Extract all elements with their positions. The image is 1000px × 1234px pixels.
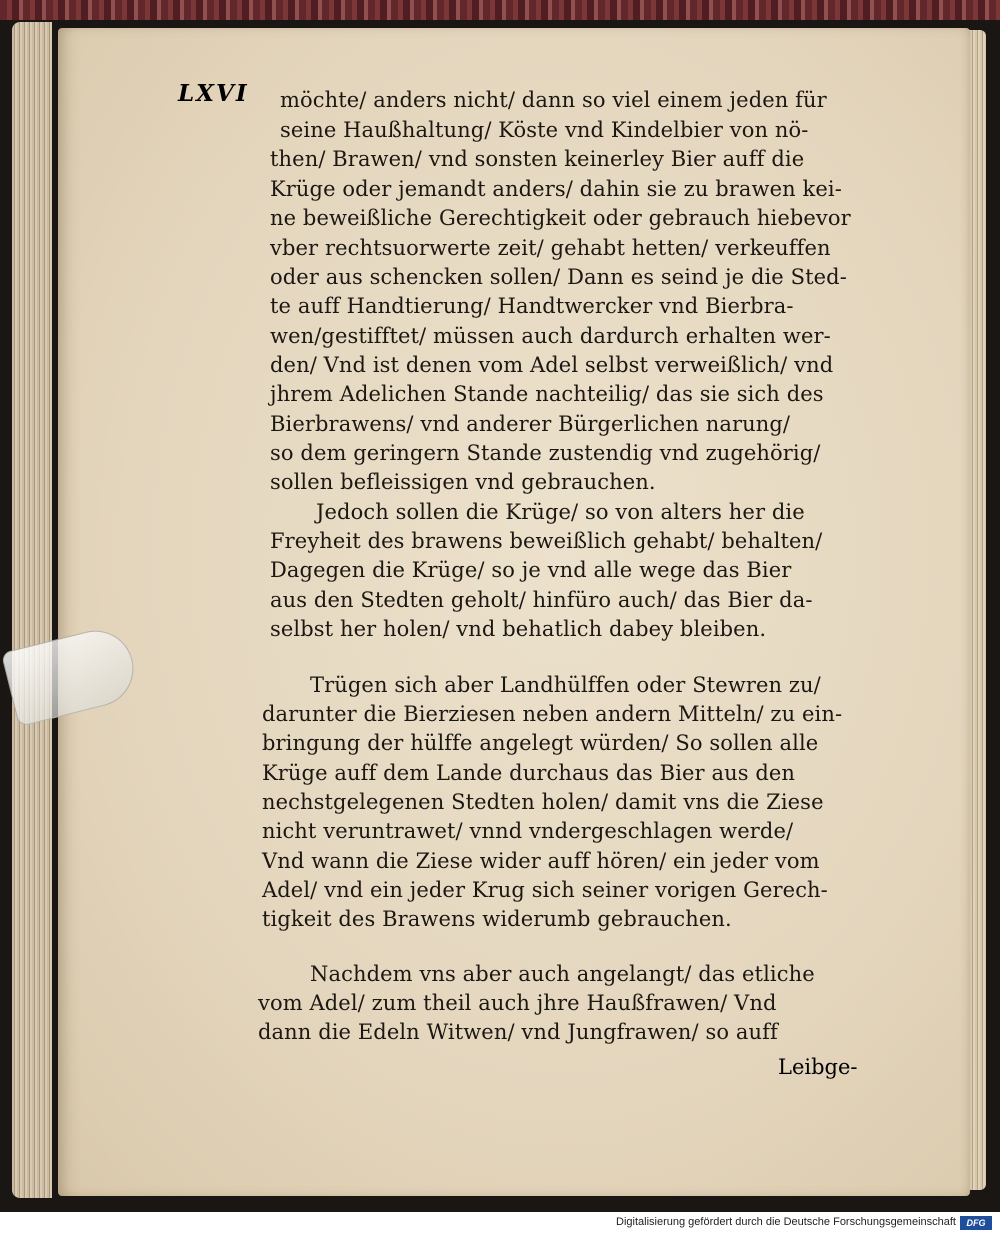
text-line: jhrem Adelichen Stande nachteilig/ das sie sich des — [270, 382, 824, 406]
text-line: Dagegen die Krüge/ so je vnd alle wege das Bier — [270, 558, 792, 582]
text-line: wen/gestifftet/ müssen auch dardurch erhalten wer- — [270, 324, 831, 348]
text-line: Nachdem vns aber auch angelangt/ das etliche — [310, 962, 815, 986]
text-line: Bierbrawens/ vnd anderer Bürgerlichen narung/ — [270, 412, 791, 436]
text-line: dann die Edeln Witwen/ vnd Jungfrawen/ so auff — [258, 1020, 778, 1044]
catchword: Leibge- — [778, 1055, 858, 1079]
dfg-logo-icon: DFG — [960, 1216, 992, 1230]
text-line: then/ Brawen/ vnd sonsten keinerley Bier auff die — [270, 147, 805, 171]
text-line: selbst her holen/ vnd behatlich dabey bleiben. — [270, 617, 767, 641]
page-number: LXVI — [178, 80, 249, 107]
text-line: oder aus schencken sollen/ Dann es seind je die Sted- — [270, 265, 847, 289]
text-line: vom Adel/ zum theil auch jhre Haußfrawen/ Vnd — [258, 991, 777, 1015]
text-line: den/ Vnd ist denen vom Adel selbst verweißlich/ vnd — [270, 353, 834, 377]
text-line: vber rechtsuorwerte zeit/ gehabt hetten/ verkeuffen — [270, 236, 831, 260]
text-line: darunter die Bierziesen neben andern Mitteln/ zu ein- — [262, 702, 843, 726]
text-line: te auff Handtierung/ Handtwercker vnd Bierbra- — [270, 294, 794, 318]
text-line: nicht veruntrawet/ vnnd vndergeschlagen werde/ — [262, 819, 794, 843]
text-line: tigkeit des Brawens widerumb gebrauchen. — [262, 907, 732, 931]
funding-notice: Digitalisierung gefördert durch die Deutsche Forschungsgemeinschaft — [616, 1216, 956, 1228]
text-line: Krüge auff dem Lande durchaus das Bier aus den — [262, 761, 796, 785]
book-cover-edge — [0, 0, 1000, 20]
text-line: bringung der hülffe angelegt würden/ So sollen alle — [262, 731, 819, 755]
text-line: so dem geringern Stande zustendig vnd zugehörig/ — [270, 441, 821, 465]
book-page — [58, 28, 970, 1196]
text-line: Adel/ vnd ein jeder Krug sich seiner vorigen Gerech- — [262, 878, 828, 902]
text-line: Freyheit des brawens beweißlich gehabt/ behalten/ — [270, 529, 823, 553]
text-line: nechstgelegenen Stedten holen/ damit vns die Ziese — [262, 790, 824, 814]
text-line: Vnd wann die Ziese wider auff hören/ ein jeder vom — [262, 849, 820, 873]
text-line: sollen befleissigen vnd gebrauchen. — [270, 470, 656, 494]
text-line: Trügen sich aber Landhülffen oder Stewren zu/ — [310, 673, 821, 697]
page-stack-left — [12, 22, 52, 1198]
text-line: seine Haußhaltung/ Köste vnd Kindelbier von nö- — [280, 118, 809, 142]
text-line: aus den Stedten geholt/ hinfüro auch/ das Bier da- — [270, 588, 813, 612]
text-line: ne beweißliche Gerechtigkeit oder gebrauch hiebevor — [270, 206, 851, 230]
text-line: Jedoch sollen die Krüge/ so von alters her die — [316, 500, 805, 524]
page-text — [58, 28, 970, 1196]
text-line: möchte/ anders nicht/ dann so viel einem jeden für — [280, 88, 827, 112]
text-line: Krüge oder jemandt anders/ dahin sie zu brawen kei- — [270, 177, 842, 201]
footer — [0, 1212, 1000, 1234]
